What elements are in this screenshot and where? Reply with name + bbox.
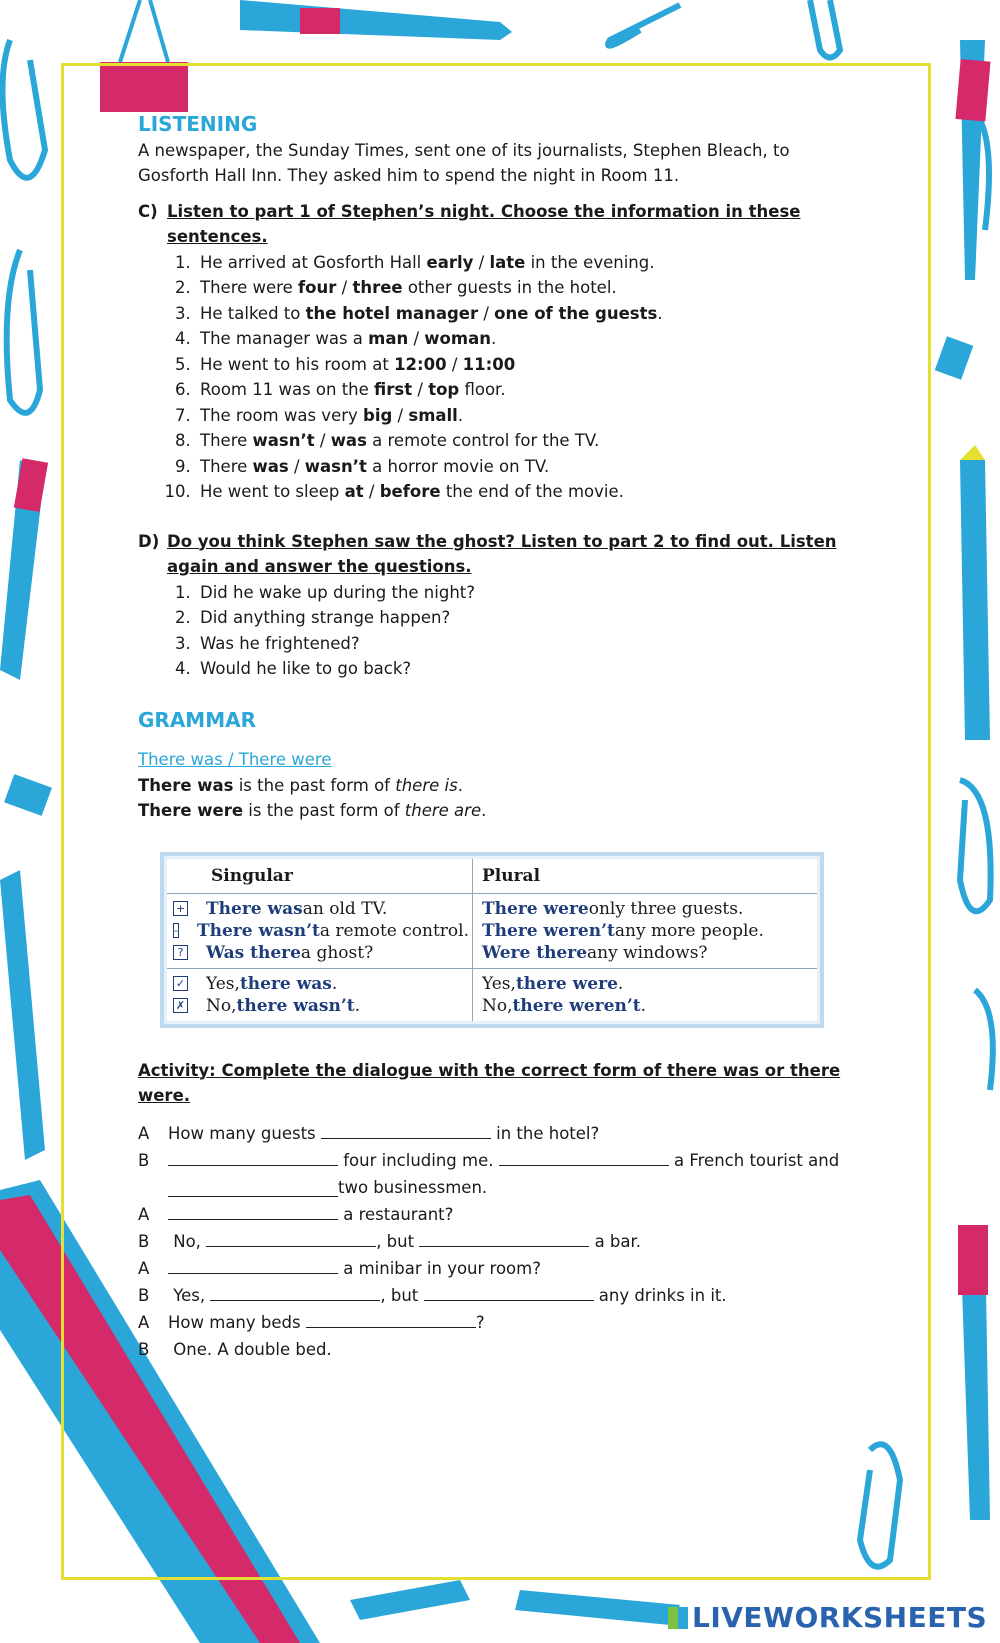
list-item: 6. Room 11 was on the first / top floor. — [196, 377, 858, 403]
option-2[interactable]: top — [428, 380, 460, 399]
grammar-subtitle: There was / There were — [138, 750, 332, 769]
speaker-label: A — [138, 1205, 150, 1225]
table-row: There weren’t any more people. — [482, 920, 764, 941]
grammar-form: There were — [482, 898, 589, 919]
table-row: There were only three guests. — [482, 898, 744, 919]
grammar-form: there were — [515, 973, 618, 994]
grammar-rule-2: There were is the past form of there are. — [138, 801, 487, 820]
list-item: 3. Was he frightened? — [196, 631, 858, 657]
table-cell-singular-forms — [167, 894, 473, 969]
answer-blank[interactable] — [206, 1229, 376, 1247]
table-row: ✗ No, there wasn’t . — [173, 995, 466, 1017]
answer-blank[interactable] — [419, 1229, 589, 1247]
mark-icon: - — [174, 924, 178, 937]
dialogue — [138, 1121, 858, 1364]
option-1[interactable]: wasn’t — [252, 431, 315, 450]
dialogue-text: No, , but a bar. — [168, 1229, 641, 1255]
dialogue-text: One. A double bed. — [168, 1340, 332, 1360]
speaker-label: A — [138, 1313, 150, 1333]
liveworksheets-logo[interactable]: LIVEWORKSHEETS — [668, 1601, 987, 1634]
list-item: 2. There were four / three other guests in the hotel. — [196, 275, 858, 301]
dialogue-line — [138, 1121, 858, 1148]
grammar-form: there wasn’t — [236, 995, 355, 1016]
dialogue-line — [138, 1256, 858, 1283]
option-1[interactable]: at — [344, 482, 364, 501]
list-item: 1. He arrived at Gosforth Hall early / late in the evening. — [196, 250, 858, 276]
table-row: Yes, there were . — [482, 973, 624, 994]
list-item: 4. Would he like to go back? — [196, 656, 858, 682]
mark-icon: ✗ — [173, 998, 188, 1013]
answer-blank[interactable] — [210, 1283, 380, 1301]
list-item: 2. Did anything strange happen? — [196, 605, 858, 631]
option-1[interactable]: big — [363, 405, 393, 425]
table-cell-plural-answers — [473, 969, 817, 1021]
mark-icon: ? — [173, 945, 188, 960]
speaker-label: A — [138, 1124, 150, 1144]
table-row: ? Was there a ghost? — [173, 942, 466, 964]
mark-icon: + — [173, 901, 188, 916]
option-2[interactable]: small — [408, 405, 458, 425]
option-2[interactable]: before — [379, 482, 441, 501]
table-row: Were there any windows? — [482, 942, 708, 963]
answer-blank[interactable] — [499, 1148, 669, 1166]
grammar-heading: GRAMMAR — [138, 707, 256, 732]
option-1[interactable]: early — [426, 252, 474, 272]
list-item: 4. The manager was a man / woman. — [196, 326, 858, 352]
list-item: 5. He went to his room at 12:00 / 11:00 — [196, 352, 858, 378]
list-item: 7. The room was very big / small. — [196, 403, 858, 429]
grammar-form: There weren’t — [482, 920, 615, 941]
table-row: - There wasn’t a remote control. — [174, 920, 469, 941]
option-1[interactable]: man — [368, 329, 409, 348]
option-2[interactable]: woman — [424, 329, 491, 348]
option-1[interactable]: the hotel manager — [305, 303, 479, 323]
option-2[interactable]: three — [352, 278, 403, 297]
dialogue-text: two businessmen. — [338, 1178, 488, 1198]
dialogue-text: How many beds ? — [168, 1310, 485, 1336]
option-2[interactable]: wasn’t — [304, 456, 367, 476]
grammar-form: there weren’t — [512, 995, 641, 1016]
table-cell-plural-forms — [473, 894, 817, 969]
listening-heading: LISTENING — [138, 112, 258, 136]
dialogue-line — [138, 1175, 858, 1202]
answer-blank[interactable] — [168, 1256, 338, 1274]
answer-blank[interactable] — [321, 1121, 491, 1139]
dialogue-text: Yes, , but any drinks in it. — [168, 1283, 727, 1309]
option-1[interactable]: 12:00 — [394, 354, 447, 374]
option-2[interactable]: one of the guests — [494, 303, 658, 323]
grammar-form: There was — [206, 898, 303, 919]
table-row: No, there weren’t . — [482, 995, 646, 1016]
grammar-form: Was there — [206, 942, 301, 963]
speaker-label: B — [138, 1151, 150, 1171]
list-item: 9. There was / wasn’t a horror movie on TV. — [196, 454, 858, 480]
list-item: 8. There wasn’t / was a remote control for the TV. — [196, 428, 858, 454]
task-d-list — [138, 580, 858, 682]
list-item: 1. Did he wake up during the night? — [196, 580, 858, 606]
table-row: ✓ Yes, there was . — [173, 973, 466, 995]
dialogue-text: a restaurant? — [168, 1202, 453, 1228]
answer-blank[interactable] — [168, 1179, 338, 1197]
dialogue-line — [138, 1202, 858, 1229]
dialogue-text: a minibar in your room? — [168, 1256, 541, 1282]
option-2[interactable]: was — [330, 431, 367, 450]
option-2[interactable]: 11:00 — [462, 354, 516, 374]
table-cell-singular-answers — [167, 969, 473, 1021]
option-1[interactable]: first — [374, 380, 413, 399]
option-1[interactable]: was — [252, 456, 289, 476]
grammar-form: there was — [239, 973, 332, 994]
activity-instruction: Activity: Complete the dialogue with the correct form of there was or there were. — [138, 1060, 841, 1105]
speaker-label: B — [138, 1286, 150, 1306]
answer-blank[interactable] — [424, 1283, 594, 1301]
task-c-instruction: C) Listen to part 1 of Stephen’s night. Choose the information in these sentences. — [138, 201, 801, 246]
speaker-label: A — [138, 1259, 150, 1279]
speaker-label: B — [138, 1340, 150, 1360]
worksheet-content — [138, 112, 858, 1364]
listening-intro: A newspaper, the Sunday Times, sent one of its journalists, Stephen Bleach, to Gosforth Hall Inn. They asked him to spend the night in Room 11. — [138, 140, 790, 185]
grammar-form: There wasn’t — [196, 920, 320, 941]
dialogue-line — [138, 1310, 858, 1337]
dialogue-text: How many guests in the hotel? — [168, 1121, 599, 1147]
list-item: 3. He talked to the hotel manager / one of the guests. — [196, 301, 858, 327]
dialogue-line — [138, 1283, 858, 1310]
dialogue-line — [138, 1148, 858, 1175]
answer-blank[interactable] — [306, 1310, 476, 1328]
list-item: 10. He went to sleep at / before the end of the movie. — [196, 479, 858, 505]
task-d-instruction: D) Do you think Stephen saw the ghost? Listen to part 2 to find out. Listen again and answer the questions. — [138, 531, 837, 576]
option-1[interactable]: four — [297, 278, 337, 297]
grammar-rule-1: There was is the past form of there is. — [138, 775, 463, 795]
option-2[interactable]: late — [489, 252, 526, 272]
answer-blank[interactable] — [168, 1202, 338, 1220]
logo-icon — [668, 1607, 688, 1629]
grammar-table — [160, 852, 824, 1028]
dialogue-line — [138, 1229, 858, 1256]
dialogue-line — [138, 1337, 858, 1364]
table-header-plural: Plural — [473, 859, 817, 894]
answer-blank[interactable] — [168, 1148, 338, 1166]
grammar-form: Were there — [482, 942, 588, 963]
table-row: + There was an old TV. — [173, 898, 466, 920]
mark-icon: ✓ — [173, 976, 188, 991]
dialogue-text: four including me. a French tourist and — [168, 1148, 839, 1174]
speaker-label: B — [138, 1232, 150, 1252]
task-c-list — [138, 250, 858, 505]
table-header-singular: Singular — [167, 859, 473, 894]
